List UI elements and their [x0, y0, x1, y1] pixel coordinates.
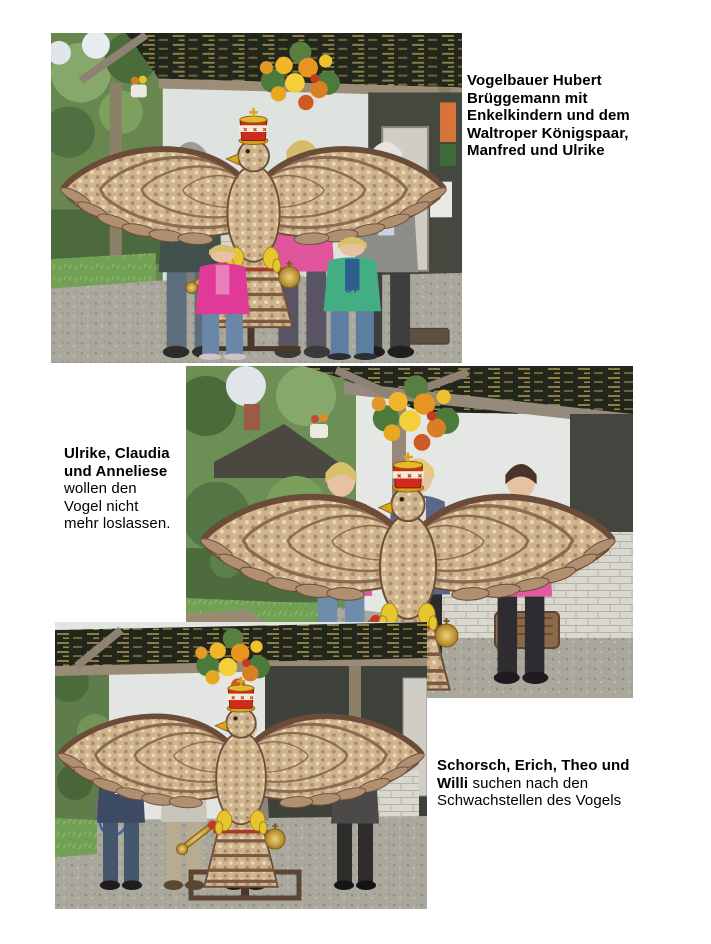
caption-koenigspaar — [467, 72, 682, 160]
caption-inline-bold: Willi — [437, 774, 469, 792]
caption-line: Brüggemann mit — [467, 89, 588, 107]
caption-line: mehr loslassen. — [64, 515, 171, 532]
caption-line: Enkelkindern und dem — [467, 107, 630, 124]
boy-shirt-number: 87 — [345, 280, 360, 296]
caption-line-bold: Schorsch, Erich, Theo und — [437, 757, 630, 774]
caption-line: Vogel nicht — [64, 497, 139, 515]
lawn — [55, 818, 97, 858]
caption-line: wollen den — [64, 480, 137, 497]
photo-vier-maenner — [55, 622, 427, 909]
caption-line: Manfred und Ulrike — [467, 142, 605, 159]
caption-line-bold: Ulrike, Claudia — [64, 445, 170, 462]
caption-line: Waltroper Königspaar, — [467, 124, 629, 142]
poster-orange — [440, 102, 456, 142]
chimney — [244, 404, 260, 430]
caption-line: Vogelbauer Hubert — [467, 72, 602, 89]
photo-koenigspaar-enkelkinder — [51, 33, 462, 363]
sign-green — [440, 144, 456, 166]
caption-inline-rest: suchen nach den — [468, 774, 589, 792]
caption-maenner — [437, 757, 692, 810]
caption-line: Schwachstellen des Vogels — [437, 792, 622, 809]
caption-line-bold: und Anneliese — [64, 462, 168, 480]
caption-line — [437, 775, 692, 793]
caption-frauen — [64, 445, 209, 533]
